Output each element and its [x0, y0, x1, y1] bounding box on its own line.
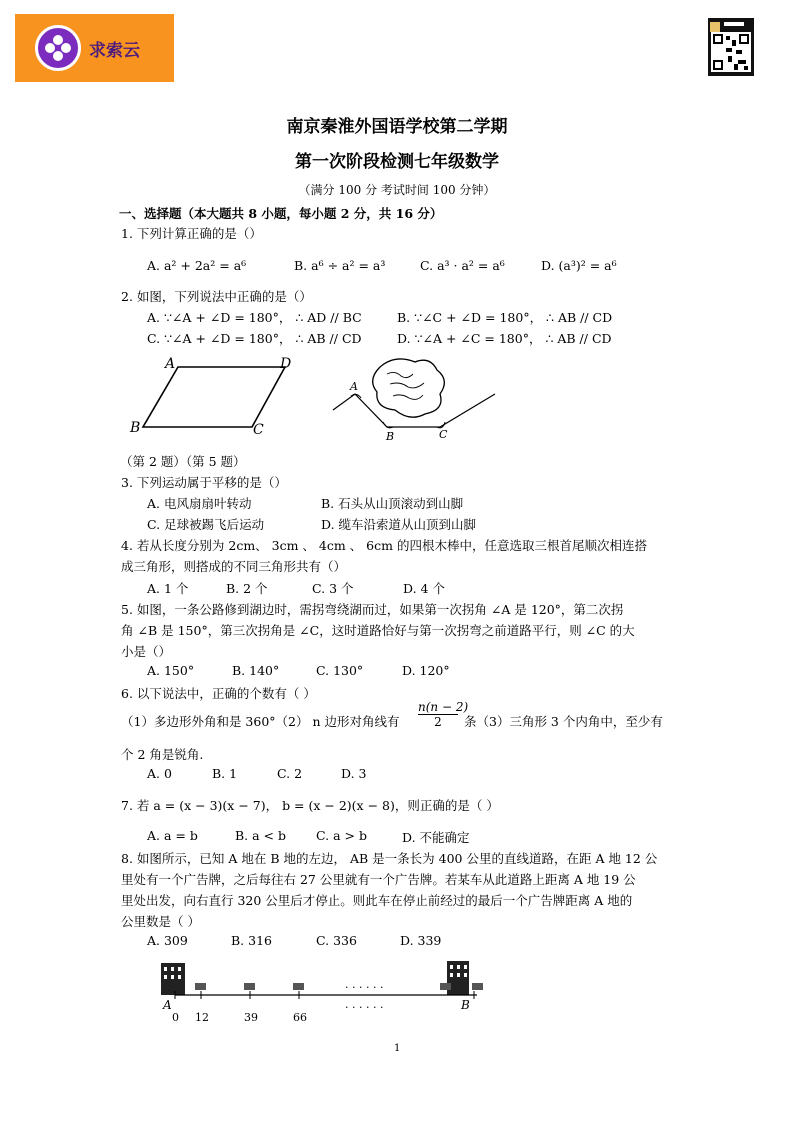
q3-option-b: B. 石头从山顶滚动到山脚	[321, 496, 464, 511]
q8-line-3: 里处出发，向右直行 320 公里后才停止。则此车在停止前经过的最后一个广告牌距离 A 地的	[121, 893, 633, 908]
q1-option-d: D. (a³)² = a⁶	[541, 258, 617, 273]
lake-outline	[373, 359, 445, 417]
q3-option-d: D. 缆车沿索道从山顶到山脚	[321, 517, 477, 532]
q4-option-c: C. 3 个	[312, 581, 354, 596]
q4-line-1: 4. 若从长度分别为 2cm、 3cm 、 4cm 、 6cm 的四根木棒中，任意选取三根首尾顺次相连搭	[121, 538, 647, 553]
label-a: A	[165, 356, 176, 372]
billboard-icon	[440, 983, 451, 990]
lake-label-c: C	[439, 428, 448, 441]
exam-meta: （满分 100 分 考试时间 100 分钟）	[298, 183, 496, 197]
q5-option-b: B. 140°	[232, 663, 280, 678]
q6-option-d: D. 3	[341, 766, 367, 781]
q6-fraction-numerator: n(n − 2)	[418, 700, 469, 714]
q5-option-c: C. 130°	[316, 663, 364, 678]
q6-line-1-pre: （1）多边形外角和是 360°（2） n 边形对角线有	[121, 714, 400, 729]
label-d: D	[280, 356, 292, 372]
billboard-icon	[244, 983, 255, 990]
tick-label-12: 12	[195, 1011, 209, 1024]
q1-option-c: C. a³ · a² = a⁶	[420, 258, 505, 273]
q6-option-c: C. 2	[277, 766, 303, 781]
q4-option-b: B. 2 个	[226, 581, 268, 596]
q8-option-c: C. 336	[316, 933, 357, 948]
q7-option-d: D. 不能确定	[402, 830, 470, 845]
tick-label-66: 66	[293, 1011, 307, 1024]
title-school: 南京秦淮外国语学校第二学期	[286, 117, 508, 137]
q6-option-b: B. 1	[212, 766, 238, 781]
q7-stem: 7. 若 a = (x − 3)(x − 7)， b = (x − 2)(x − 8)，则正确的是（ ）	[121, 798, 499, 813]
billboard-icon	[472, 983, 483, 990]
billboard-icon	[293, 983, 304, 990]
q6-line-1-post: 条（3）三角形 3 个内角中，至少有	[464, 714, 663, 729]
q4-line-2: 成三角形，则搭成的不同三角形共有（）	[121, 559, 347, 574]
q8-road-figure	[155, 957, 495, 1027]
qr-code-icon	[708, 18, 754, 76]
q8-line-2: 里处有一个广告牌，之后每往右 27 公里就有一个广告牌。若某车从此道路上距离 A 地 19 公	[121, 872, 636, 887]
billboard-icon	[195, 983, 206, 990]
q8-line-4: 公里数是（ ）	[121, 914, 200, 929]
lake-water-lines	[387, 372, 424, 399]
q5-option-d: D. 120°	[402, 663, 450, 678]
q6-stem: 6. 以下说法中，正确的个数有（ ）	[121, 686, 316, 701]
q2-option-b: B. ∵∠C + ∠D = 180°， ∴ AB // CD	[397, 310, 613, 325]
dots-top: · · · · · ·	[345, 981, 384, 994]
q2-option-d: D. ∵∠A + ∠C = 180°， ∴ AB // CD	[397, 331, 612, 346]
q1-stem: 1. 下列计算正确的是（）	[121, 226, 262, 241]
dots-bottom: · · · · · ·	[345, 1001, 384, 1014]
logo-text: 求索云	[89, 41, 140, 61]
section-heading: 一、选择题（本大题共 8 小题，每小题 2 分，共 16 分）	[119, 206, 443, 221]
q6-fraction-denominator: 2	[434, 715, 442, 729]
label-c: C	[253, 422, 264, 438]
tick-label-39: 39	[244, 1011, 258, 1024]
q5-option-a: A. 150°	[147, 663, 195, 678]
q2-q5-figures	[125, 352, 505, 447]
label-a-road: A	[163, 998, 172, 1012]
q3-option-c: C. 足球被踢飞后运动	[147, 517, 265, 532]
q3-stem: 3. 下列运动属于平移的是（）	[121, 475, 287, 490]
title-exam: 第一次阶段检测七年级数学	[295, 152, 499, 172]
road-path	[333, 394, 495, 427]
q6-option-a: A. 0	[147, 766, 172, 781]
q1-option-b: B. a⁶ ÷ a² = a³	[294, 258, 386, 273]
q6-fraction	[418, 700, 469, 729]
tick-label-0: 0	[172, 1011, 179, 1024]
q2-option-a: A. ∵∠A + ∠D = 180°， ∴ AD // BC	[147, 310, 362, 325]
parallelogram-abcd	[143, 367, 285, 427]
q6-line-2: 个 2 角是锐角.	[121, 747, 204, 762]
q5-line-3: 小是（）	[121, 644, 172, 659]
lake-label-b: B	[386, 430, 395, 443]
logo-banner	[15, 14, 174, 82]
q8-option-b: B. 316	[231, 933, 272, 948]
q2-option-c: C. ∵∠A + ∠D = 180°， ∴ AB // CD	[147, 331, 362, 346]
logo-flower-icon	[35, 25, 81, 71]
q5-line-1: 5. 如图，一条公路修到湖边时，需拐弯绕湖而过，如果第一次拐角 ∠A 是 120°，第二次拐	[121, 602, 624, 617]
q8-line-1: 8. 如图所示，已知 A 地在 B 地的左边， AB 是一条长为 400 公里的直线道路，在距 A 地 12 公	[121, 851, 658, 866]
q1-option-a: A. a² + 2a² = a⁶	[147, 258, 247, 273]
q4-option-d: D. 4 个	[403, 581, 445, 596]
label-b-road: B	[461, 998, 470, 1012]
q5-line-2: 角 ∠B 是 150°，第三次拐角是 ∠C，这时道路恰好与第一次拐弯之前道路平行，则 ∠C 的大	[121, 623, 635, 638]
q4-option-a: A. 1 个	[147, 581, 189, 596]
q7-option-b: B. a < b	[235, 828, 287, 843]
q7-option-a: A. a = b	[147, 828, 198, 843]
label-b: B	[130, 420, 141, 436]
q8-option-d: D. 339	[400, 933, 442, 948]
page-number: 1	[394, 1043, 401, 1054]
q3-option-a: A. 电风扇扇叶转动	[147, 496, 252, 511]
q8-option-a: A. 309	[147, 933, 188, 948]
q2-stem: 2. 如图，下列说法中正确的是（）	[121, 289, 312, 304]
q7-option-c: C. a > b	[316, 828, 367, 843]
lake-label-a: A	[350, 380, 358, 393]
figure-caption: （第 2 题）（第 5 题）	[120, 454, 246, 469]
